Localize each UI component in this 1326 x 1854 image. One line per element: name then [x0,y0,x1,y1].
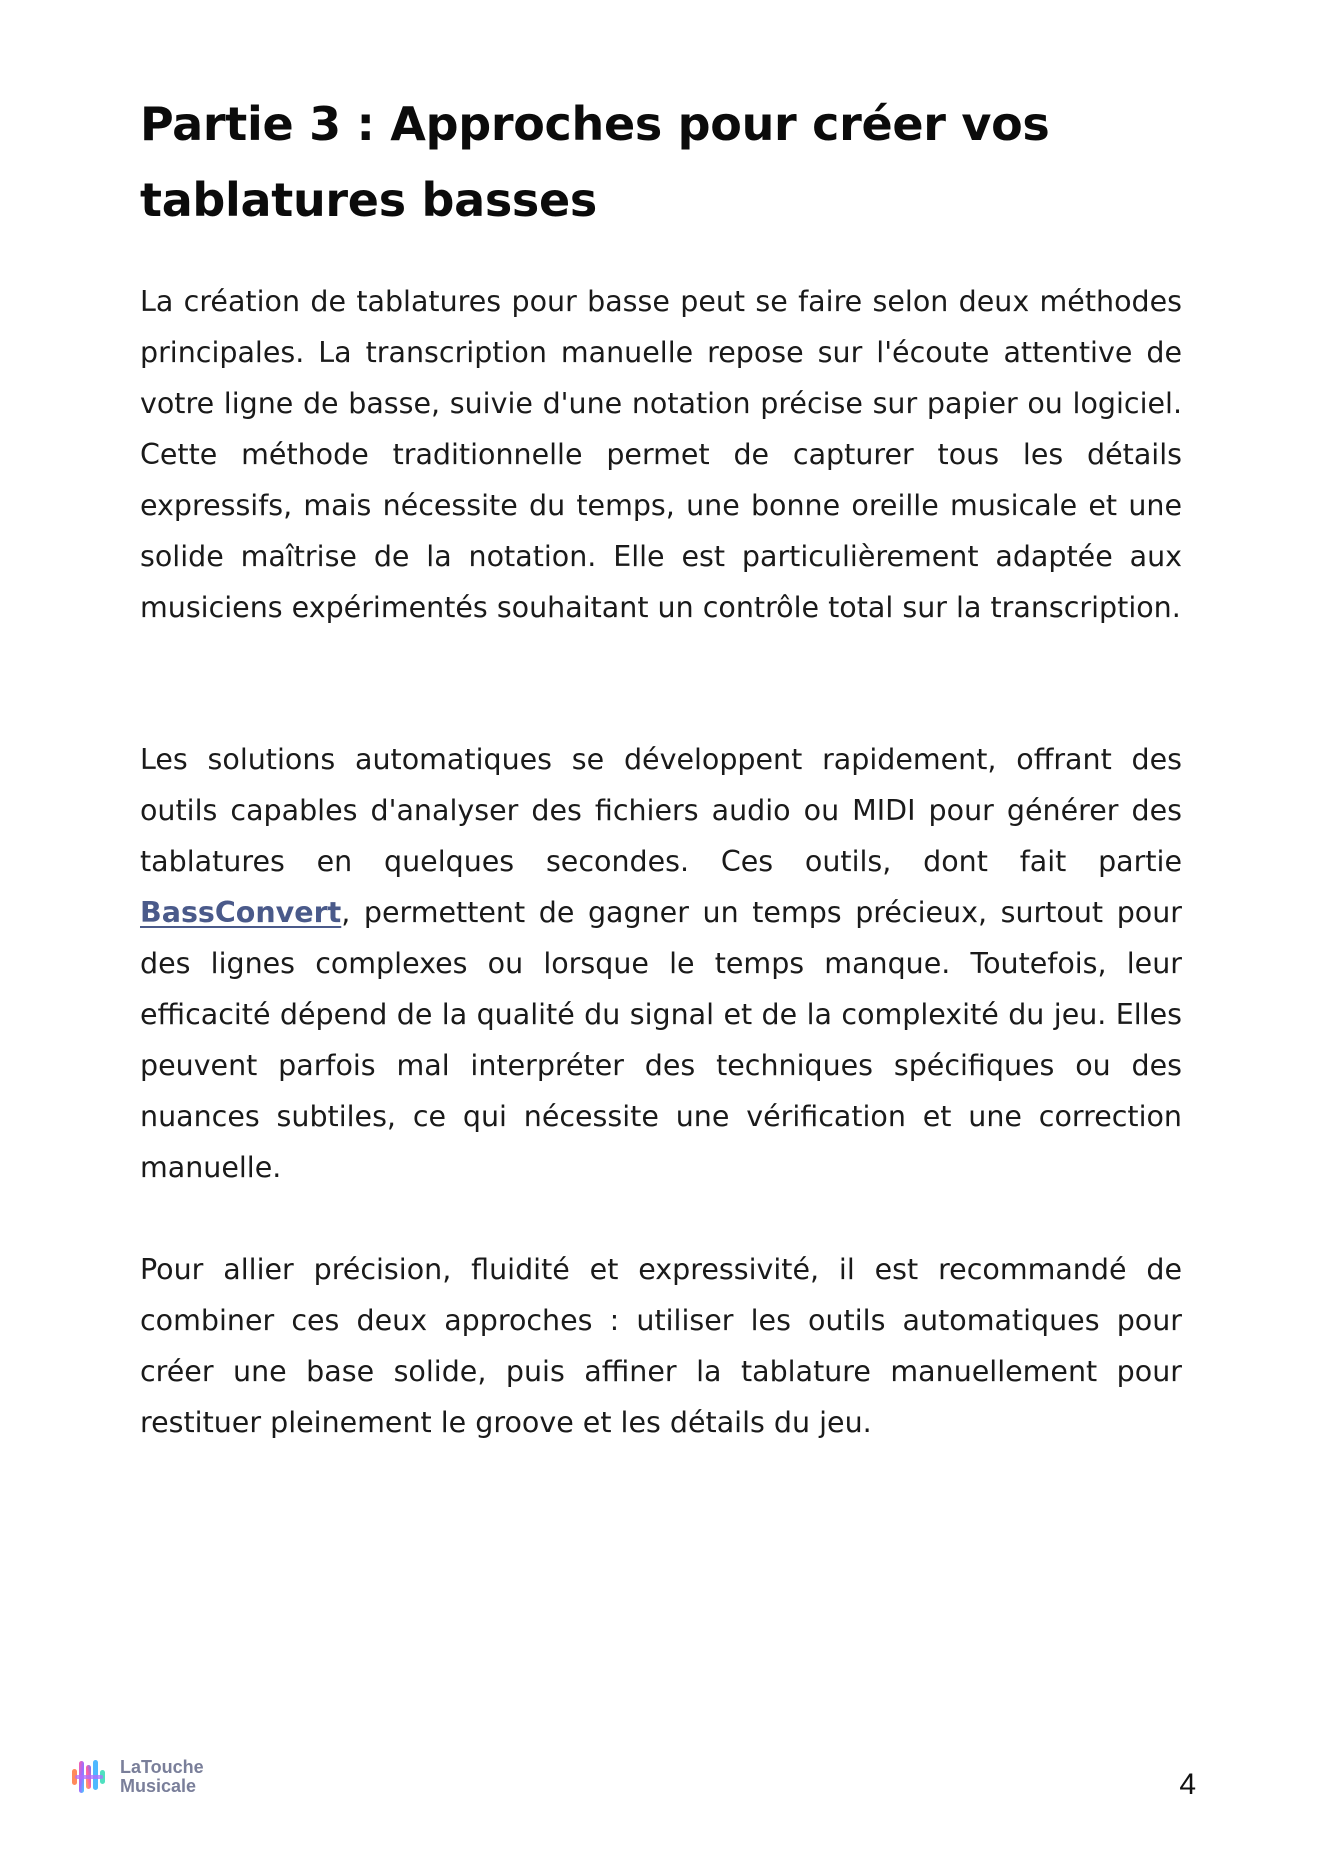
page-title [140,86,1200,238]
paragraph-automatic-solutions [140,734,1182,1193]
footer-logo [68,1756,204,1798]
paragraph-manual-transcription: La création de tablatures pour basse peut se faire selon deux méthodes principales. La transcription manuelle repose sur l'écoute attentive de votre ligne de basse, suivie d'une notation précise sur papier ou logiciel. Cette méthode traditionnelle permet de capturer tous les détails expressifs, mais nécessite du temps, une bonne oreille musicale et une solide maîtrise de la notation. Elle est particulièrement adaptée aux musiciens expérimentés souhaitant un contrôle total sur la transcription. [140,285,1182,624]
la-touche-musicale-logo-icon [68,1756,110,1798]
page-title-line-2: tablatures basses [140,173,597,227]
paragraph-text-after-link: , permettent de gagner un temps précieux, surtout pour des lignes complexes ou lorsque le temps manque. Toutefois, leur efficacité dépend de la qualité du signal et de la complexité du jeu. Elles peuvent parfois mal interpréter des techniques spécifiques ou des nuances subtiles, ce qui nécessite une vérification et une correction manuelle. [140,896,1182,1184]
page-number: 4 [1179,1768,1196,1801]
bassconvert-link[interactable]: BassConvert [140,896,342,929]
logo-wordmark [120,1758,204,1796]
logo-text-line-1: LaTouche [120,1757,204,1777]
paragraph-combined-approach: Pour allier précision, fluidité et expressivité, il est recommandé de combiner ces deux approches : utiliser les outils automatiques pour créer une base solide, puis affiner la tablature manuellement pour restituer pleinement le groove et les détails du jeu. [140,1253,1182,1439]
logo-text-line-2: Musicale [120,1776,197,1796]
paragraph-text-before-link: Les solutions automatiques se développent rapidement, offrant des outils capables d'analyser des fichiers audio ou MIDI pour générer des tablatures en quelques secondes. Ces outils, dont fait partie [140,743,1182,878]
page-title-line-1: Partie 3 : Approches pour créer vos [140,97,1050,151]
